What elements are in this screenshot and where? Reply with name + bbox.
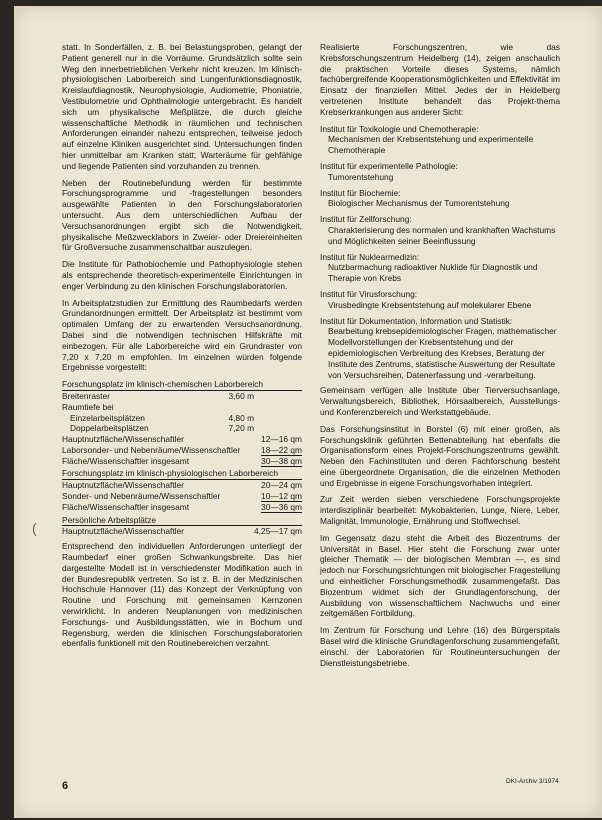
right-paragraph-1: Realisierte Forschungszentren, wie das Krebsforschungszentrum Heidelberg (14), zeigen anschaulich die praktischen Vorteile dieses Systems, nämlich fachübergreifende Kooperationsmöglichkeiten und Effektivität im Einsatz der finanziellen Mittel. Jedes der in Heidelberg vertretenen Institute behandelt das Projekt-thema Krebserkrankungen aus anderer Sicht: <box>320 42 560 117</box>
source-reference: DKI-Archiv 3/1974 <box>506 778 559 785</box>
institute-list <box>320 124 560 381</box>
table-cell-label: Hauptnutzfläche/Wissenschaftler <box>62 480 184 491</box>
table-cell-mid: 4,80 m <box>228 412 255 423</box>
list-item <box>320 289 560 311</box>
right-column <box>320 42 560 674</box>
table-cell-label: Laborsonder- und Nebenräume/Wissenschaftler <box>62 444 241 455</box>
institute-description: Mechanismen der Krebsentstehung und experimentelle Chemotherapie <box>328 134 534 156</box>
table-cell-label: Breitenraster <box>62 390 110 401</box>
table-cell-mid: 3,60 m <box>228 390 255 401</box>
table-cell-label: Fläche/Wissenschaftler insgesamt <box>62 501 190 512</box>
institute-description: Charakterisierung des normalen und krankhaften Wachstums und Möglichkeiten seiner Beeinflussung <box>328 224 556 246</box>
table-row <box>62 434 302 445</box>
page-number: 6 <box>62 780 69 792</box>
institute-description: Nutzbarmachung radioaktiver Nuklide für Diagnostik und Therapie von Krebs <box>328 262 538 284</box>
table-row <box>62 480 302 491</box>
table-row <box>62 390 302 401</box>
table-heading-personal: Persönliche Arbeitsplätze <box>62 513 302 526</box>
institute-title: Institut für experimentelle Pathologie: <box>320 160 458 171</box>
table-heading-chemical: Forschungsplatz im klinisch-chemischen Laborbereich <box>62 379 302 390</box>
table-row <box>62 502 302 513</box>
table-cell-value: 10—12 qm <box>261 491 302 502</box>
list-item <box>320 316 560 381</box>
list-item <box>320 252 560 284</box>
institute-description: Bearbeitung krebsepidemiologischer Fragen, mathematischer Modellvorstellungen der Krebsentstehung und der epidemiologischen Verbreitung des Krebses, Beratung der Institute des Zentrums, statistische Auswertung der Resultate von Versuchsreihen, Datenerfassung und -verarbeitung. <box>328 326 557 380</box>
table-cell-mid: 7,20 m <box>228 423 255 434</box>
list-item <box>320 188 560 210</box>
right-paragraph-3: Das Forschungsinstitut in Borstel (6) mit einer großen, als Forschungsklinik geführten Bettenabteilung hat ebenfalls die Organisationsform eines Projekt-Forschungszentrums gewählt. Neben den Fachinstituten und deren Fachforschung besteht eine übergeordnete Organisation, die die einzelnen Methoden und Ergebnisse in eigene Forschungsvorhaben integriert. <box>320 423 560 488</box>
list-item <box>320 214 560 246</box>
table-cell-label: Fläche/Wissenschaftler insgesamt <box>62 455 190 466</box>
institute-title: Institut für Toxikologie und Chemotherapie: <box>320 123 479 134</box>
space-requirements-table <box>62 379 302 537</box>
table-cell-label: Hauptnutzfläche/Wissenschaftler <box>62 434 184 445</box>
table-row <box>62 402 302 413</box>
institute-description: Biologischer Mechanismus der Tumorentstehung <box>328 198 510 209</box>
institute-title: Institut für Zellforschung: <box>320 214 412 225</box>
table-cell-label: Raumtiefe bei <box>62 401 114 412</box>
table-heading-physiological: Forschungsplatz im klinisch-physiologischen Laborbereich <box>62 466 302 479</box>
table-cell-label: Hauptnutzfläche/Wissenschaftler <box>62 526 184 537</box>
document-page <box>14 6 602 818</box>
table-cell-value: 4,25—17 qm <box>254 526 302 537</box>
binder-hole-mark: ( <box>32 520 37 536</box>
table-row <box>62 456 302 467</box>
left-paragraph-1: statt. In Sonderfällen, z. B. bei Belastungsproben, gelangt der Patient generell nur in die Vorräume. Grundsätzlich sollte sein Weg den innerbetrieblichen Verkehr nicht kreuzen. Im klinisch-physiologischen Laborbereich sind Lungenfunktionsdiagnostik, Kreislaufdiagnostik, Neurophysiologie, Audiometrie, Phoniatrie, Vestibulometrie und Ophthalmologie untergebracht. Es handelt sich um physikalische Meßplätze, die durch gleiche wissenschaftliche Methodik in räumlichen und technischen Anforderungen einander nahezu entsprechen, teilweise jedoch auf einzelne Kliniken ausgerichtet sind. Untersuchungen finden hier unmittelbar am Kranken statt; Warteräume für gehfähige und liegende Patienten sind vorzuhanden zu trennen. <box>62 42 302 171</box>
institute-description: Tumorentstehung <box>328 171 394 182</box>
table-cell-value: 30—36 qm <box>261 501 302 512</box>
table-cell-value: 20—24 qm <box>261 480 302 491</box>
institute-title: Institut für Biochemie: <box>320 187 401 198</box>
institute-title: Institut für Nuklearmedizin: <box>320 251 420 262</box>
table-cell-label: Einzelarbeitsplätzen <box>70 412 145 423</box>
table-cell-value: 12—16 qm <box>261 434 302 445</box>
list-item <box>320 161 560 183</box>
table-cell-value: 30—38 qm <box>261 455 302 466</box>
left-paragraph-4: In Arbeitsplatzstudien zur Ermittlung des Raumbedarfs werden Grundanordnungen ermittelt. Der Arbeitsplatz ist bestimmt vom optimalen Umfang der zu erwartenden Versuchsanordnung. Dabei sind die notwendigen technischen Hilfskräfte mit einbezogen. Für alle Laborbereiche wird ein Grundraster von 7,20 x 7,20 m empfohlen. Im einzelnen würden folgende Ergebnisse vorgestellt: <box>62 297 302 373</box>
left-paragraph-5: Entsprechend den individuellen Anforderungen unterliegt der Raumbedarf einer großen Schwankungsbreite. Das hier dargestellte Modell ist in verschiedenster Modifikation auch in der Bundesrepublik vertreten. So ist z. B. in der Medizinischen Hochschule Hannover (11) das Konzept der Verknüpfung von Routine und Forschung mit gemeinsamen Kernzonen verwirklicht. In anderen Neuplanungen von medizinischen Forschungs- und Ausbildungsstätten, wie in Bochum und Regensburg, werden die klinischen Forschungslaboratorien ebenfalls funktionell mit den Routinebereichen verzahnt. <box>62 541 302 649</box>
left-column <box>62 42 302 655</box>
table-row <box>62 526 302 537</box>
right-paragraph-5: Im Gegensatz dazu steht die Arbeit des Biozentrums der Universität in Basel. Hier steht die Forschung zwar unter gleicher Thematik — der biologischen Membran —, es sind jedoch nur Forschungsrichtungen mit biologischer Fragestellung und einheitlicher Forschungsmethodik zusammengefaßt. Das Biozentrum widmet sich der Grundlagenforschung, der Ausbildung von wissenschaftlichem Nachwuchs und einer zeitgemäßen Fortbildung. <box>320 532 560 619</box>
table-cell-label: Sonder- und Nebenräume/Wissenschaftler <box>62 491 221 502</box>
right-paragraph-6: Im Zentrum für Forschung und Lehre (16) des Bürgerspitals Basel wird die klinische Grundlagenforschung zusammengefaßt, einschl. der Laboratorien für Routineuntersuchungen der Dienstleistungsbetriebe. <box>320 625 560 668</box>
table-row <box>62 413 302 424</box>
table-row <box>62 513 302 526</box>
institute-title: Institut für Dokumentation, Information und Statistik: <box>320 315 513 326</box>
table-cell-value: 18—22 qm <box>261 444 302 455</box>
table-row <box>62 379 302 390</box>
table-cell-label: Doppelarbeitsplätzen <box>70 423 149 434</box>
left-paragraph-2: Neben der Routinebefundung werden für bestimmte Forschungsprogramme und -fragestellungen besonders ausgewählte Patienten in den Forschungslaboratorien untersucht. Aus dem unterschiedlichen Aufbau der Versuchsanordnungen ergibt sich die Notwendigkeit, physikalische Meßzwecklabors in Zweier- oder Dreiereinheiten für Großversuche zusammenschaltbar auszulegen. <box>62 177 302 253</box>
table-row <box>62 423 302 434</box>
institute-description: Virusbedingte Krebsentstehung auf molekularer Ebene <box>328 299 532 310</box>
list-item <box>320 124 560 156</box>
right-paragraph-4: Zur Zeit werden sieben verschiedene Forschungsprojekte interdisziplinär bearbeitet: Mykobakterien, Lunge, Niere, Leber, Malignität, Immunologie, Ernährung und Stoffwechsel. <box>320 494 560 527</box>
institute-title: Institut für Virusforschung: <box>320 288 418 299</box>
table-row <box>62 466 302 479</box>
left-paragraph-3: Die Institute für Pathobiochemie und Pathophysiologie stehen als entsprechende theoretisch-experimentelle Einrichtungen in enger Verbindung zu den klinischen Forschungslaboratorien. <box>62 259 302 291</box>
right-paragraph-2: Gemeinsam verfügen alle Institute über Tierversuchsanlage, Verwaltungsbereich, Bibliothek, Hörsaalbereich, Ausstellungs- und Konferenzbereich und Werkstattgebäude. <box>320 385 560 417</box>
